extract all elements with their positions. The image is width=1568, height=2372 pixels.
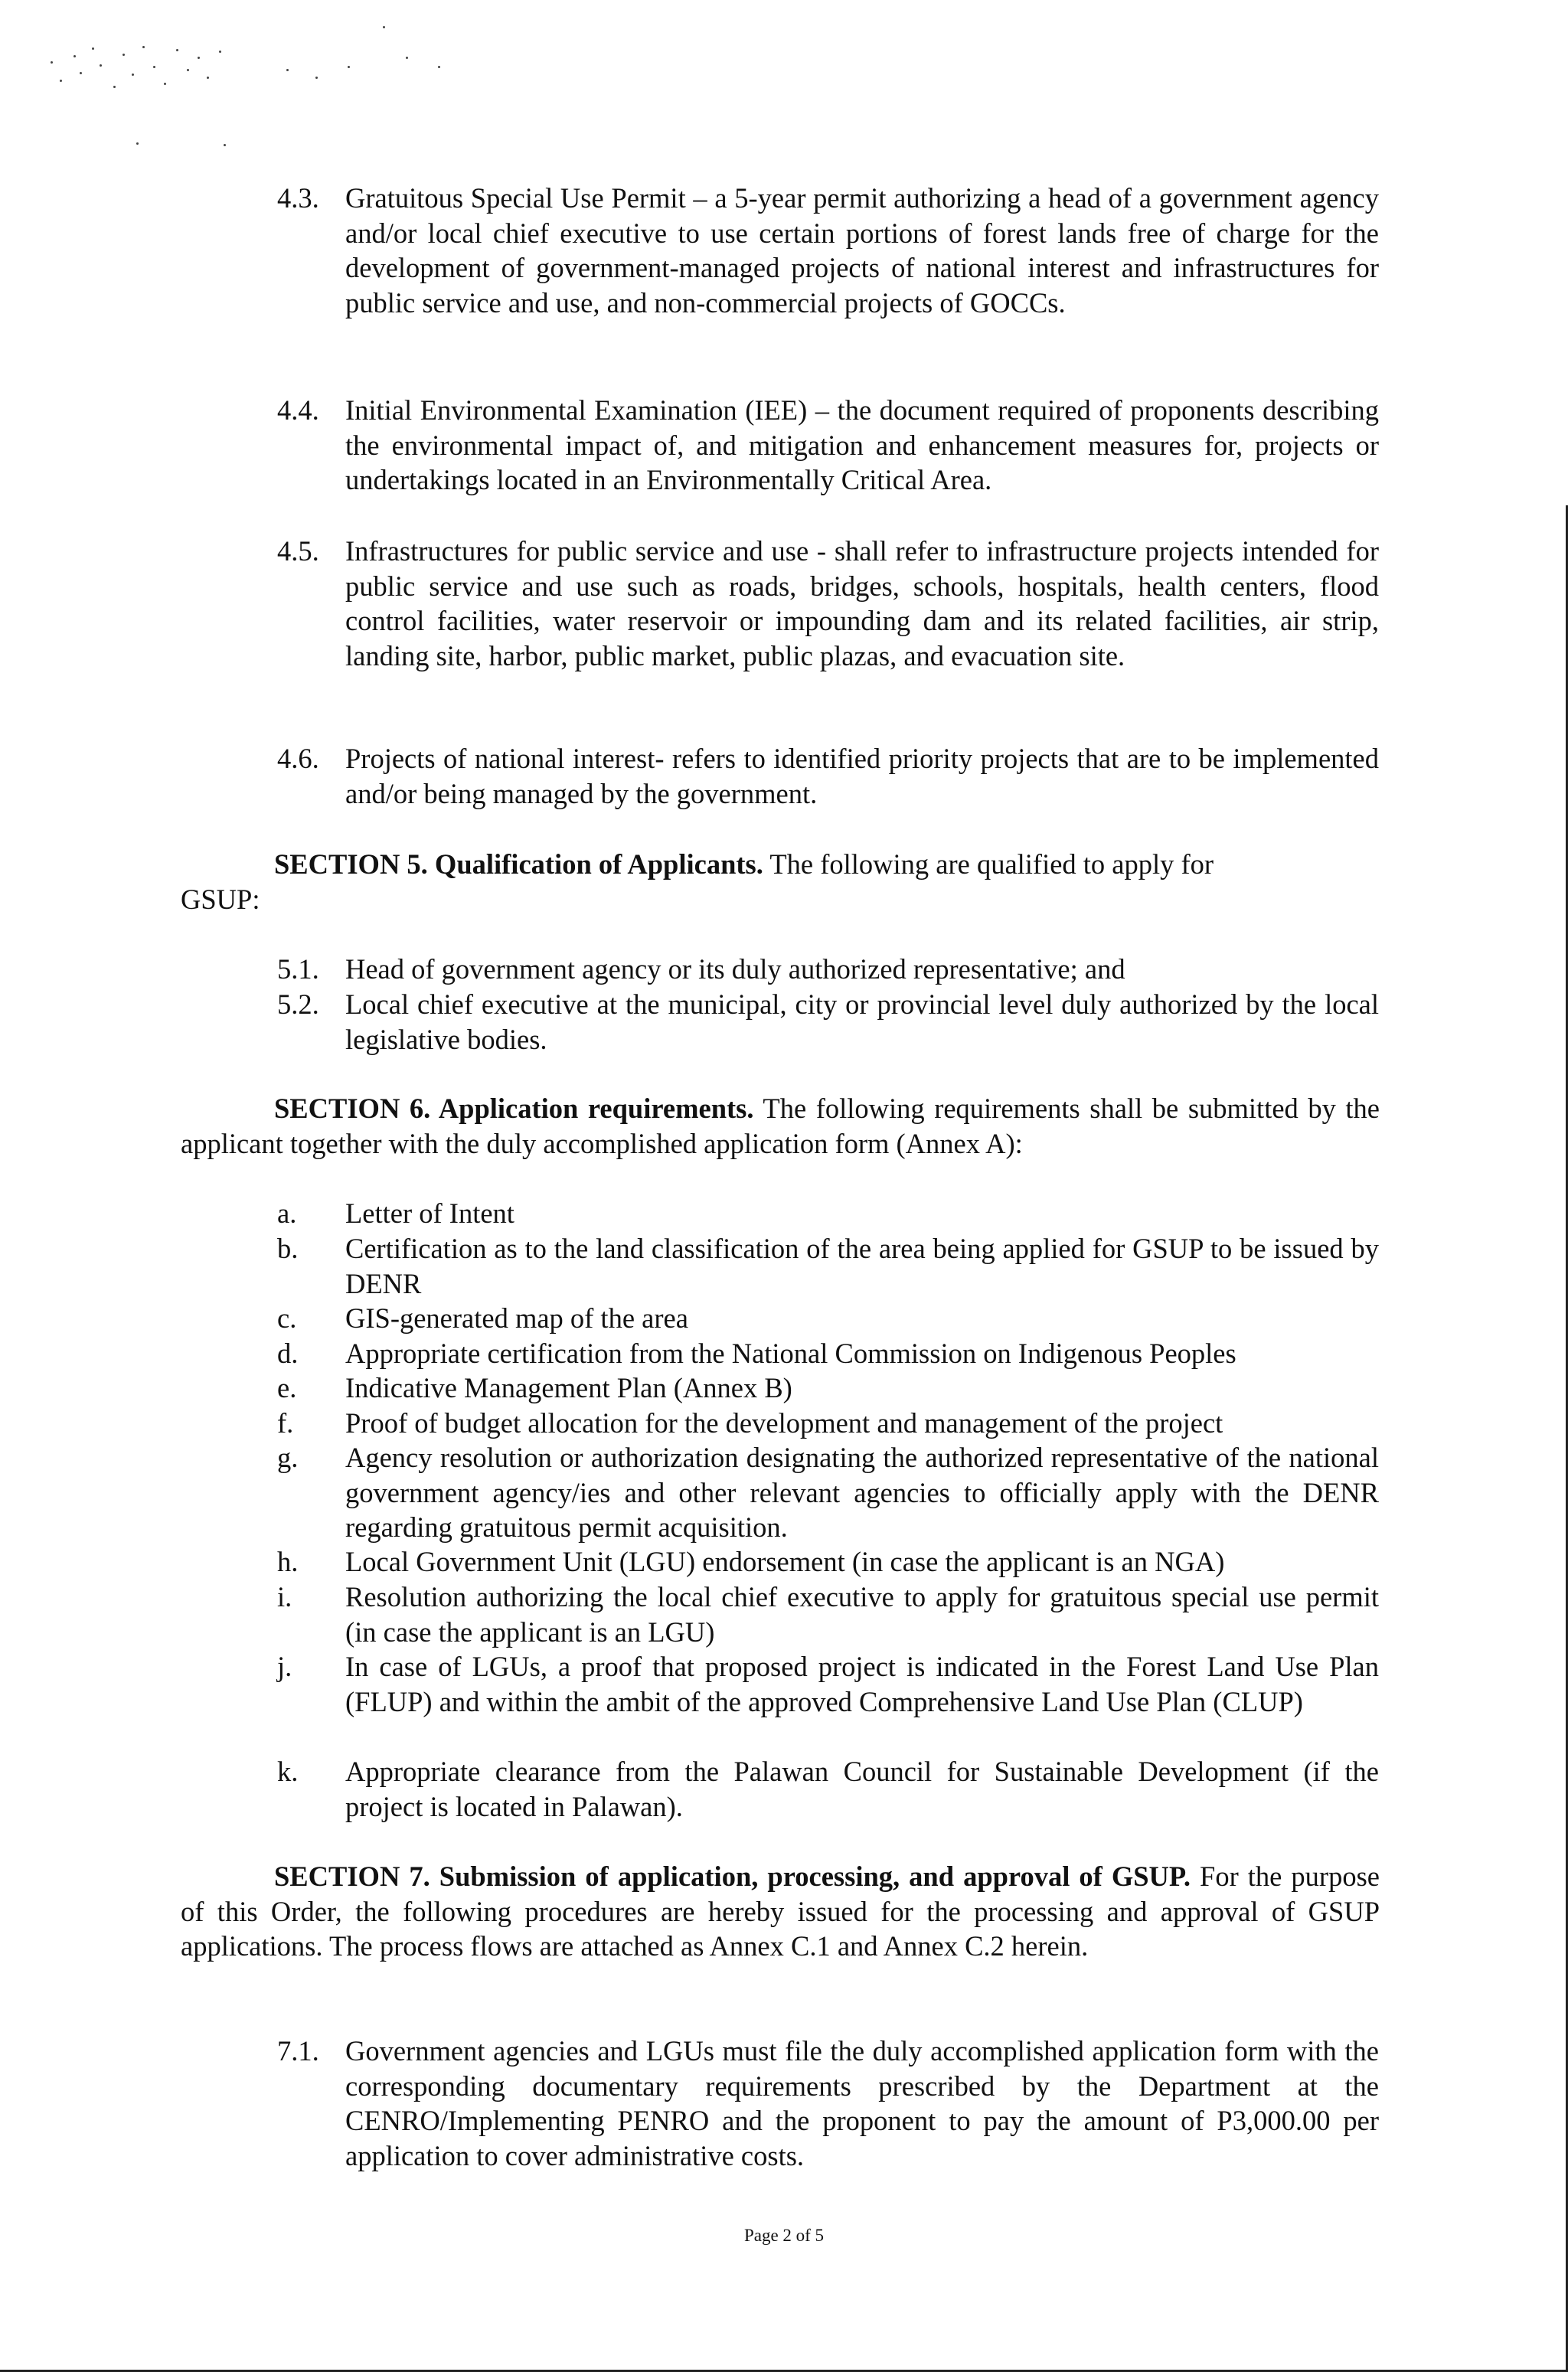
section-5-paragraph: [274, 847, 1380, 882]
procedure-text: Government agencies and LGUs must file the duly accomplished application form with the corresponding documentary requirements prescribed by the Department at the CENRO/Implementing PENRO and the proponent to pay the amount of P3,000.00 per application to cover administrative costs.: [345, 2035, 1379, 2171]
requirement-letter: j.: [277, 1651, 292, 1682]
requirement-text: Resolution authorizing the local chief executive to apply for gratuitous special use permit (in case the applicant is an LGU): [345, 1581, 1379, 1648]
requirement-letter: k.: [277, 1756, 299, 1787]
requirement-text: Appropriate clearance from the Palawan Council for Sustainable Development (if the project is located in Palawan).: [345, 1756, 1379, 1822]
qualification-number: 5.2.: [277, 988, 319, 1020]
requirement-text: Indicative Management Plan (Annex B): [345, 1372, 792, 1403]
section-7-paragraph: [181, 1859, 1380, 1964]
definition-number: 4.6.: [277, 743, 319, 774]
section-7-intro: For the purpose of this Order, the following procedures are hereby issued for the processing and approval of GSUP applications. The process flows are attached as Annex C.1 and Annex C.2 herein.: [181, 1861, 1380, 1962]
definition-number: 4.4.: [277, 394, 319, 426]
section-6-intro: The following requirements shall be submitted by the applicant together with the duly accomplished application form (Annex A):: [181, 1093, 1380, 1159]
requirement-letter: h.: [277, 1546, 299, 1577]
requirement-text: Local Government Unit (LGU) endorsement (in case the applicant is an NGA): [345, 1546, 1225, 1577]
qualification-text: Local chief executive at the municipal, city or provincial level duly authorized by the local legislative bodies.: [345, 988, 1379, 1055]
definition-text: Initial Environmental Examination (IEE) – the document required of proponents describing the environmental impact of, and mitigation and enhancement measures for, projects or undertakings located in an Environmentally Critical Area.: [345, 394, 1379, 495]
requirement-text: Agency resolution or authorization designating the authorized representative of the national government agency/ies and other relevant agencies to officially apply with the DENR regarding gratuitous permit acquisition.: [345, 1442, 1379, 1543]
section-6-heading: SECTION 6. Application requirements.: [274, 1093, 754, 1124]
requirement-text: In case of LGUs, a proof that proposed project is indicated in the Forest Land Use Plan (FLUP) and within the ambit of the approved Comprehensive Land Use Plan (CLUP): [345, 1651, 1379, 1717]
requirement-text: Certification as to the land classification of the area being applied for GSUP to be issued by DENR: [345, 1233, 1379, 1299]
requirement-letter: a.: [277, 1197, 297, 1229]
section-5-heading: SECTION 5. Qualification of Applicants.: [274, 848, 763, 880]
definition-text: Projects of national interest- refers to identified priority projects that are to be implemented and/or being managed by the government.: [345, 743, 1379, 809]
requirement-letter: g.: [277, 1442, 299, 1473]
requirement-text: GIS-generated map of the area: [345, 1302, 688, 1334]
requirement-letter: c.: [277, 1302, 297, 1334]
requirement-letter: b.: [277, 1233, 299, 1264]
procedure-number: 7.1.: [277, 2035, 319, 2067]
requirement-text: Appropriate certification from the National Commission on Indigenous Peoples: [345, 1338, 1236, 1369]
requirement-letter: f.: [277, 1407, 294, 1439]
definition-text: Infrastructures for public service and use - shall refer to infrastructure projects intended for public service and use such as roads, bridges, schools, hospitals, health centers, flood control facilities, water reservoir or impounding dam and its related facilities, air strip, landing site, harbor, public market, public plazas, and evacuation site.: [345, 535, 1379, 671]
definition-number: 4.3.: [277, 182, 319, 214]
requirement-letter: e.: [277, 1372, 297, 1403]
qualification-number: 5.1.: [277, 953, 319, 985]
definition-text: Gratuitous Special Use Permit – a 5-year permit authorizing a head of a government agency and/or local chief executive to use certain portions of forest lands free of charge for the development of government-managed projects of national interest and infrastructures for public service and use, and non-commercial projects of GOCCs.: [345, 182, 1379, 319]
requirement-text: Proof of budget allocation for the development and management of the project: [345, 1407, 1223, 1439]
page-number: Page 2 of 5: [743, 2226, 825, 2245]
section-5-continuation: GSUP:: [181, 884, 260, 915]
definition-number: 4.5.: [277, 535, 319, 567]
qualification-text: Head of government agency or its duly authorized representative; and: [345, 953, 1125, 985]
section-7-heading: SECTION 7. Submission of application, processing, and approval of GSUP.: [274, 1861, 1191, 1892]
section-5-intro: The following are qualified to apply for: [763, 848, 1214, 880]
section-6-paragraph: [181, 1091, 1380, 1161]
requirement-letter: i.: [277, 1581, 292, 1612]
requirement-text: Letter of Intent: [345, 1197, 514, 1229]
requirement-letter: d.: [277, 1338, 299, 1369]
